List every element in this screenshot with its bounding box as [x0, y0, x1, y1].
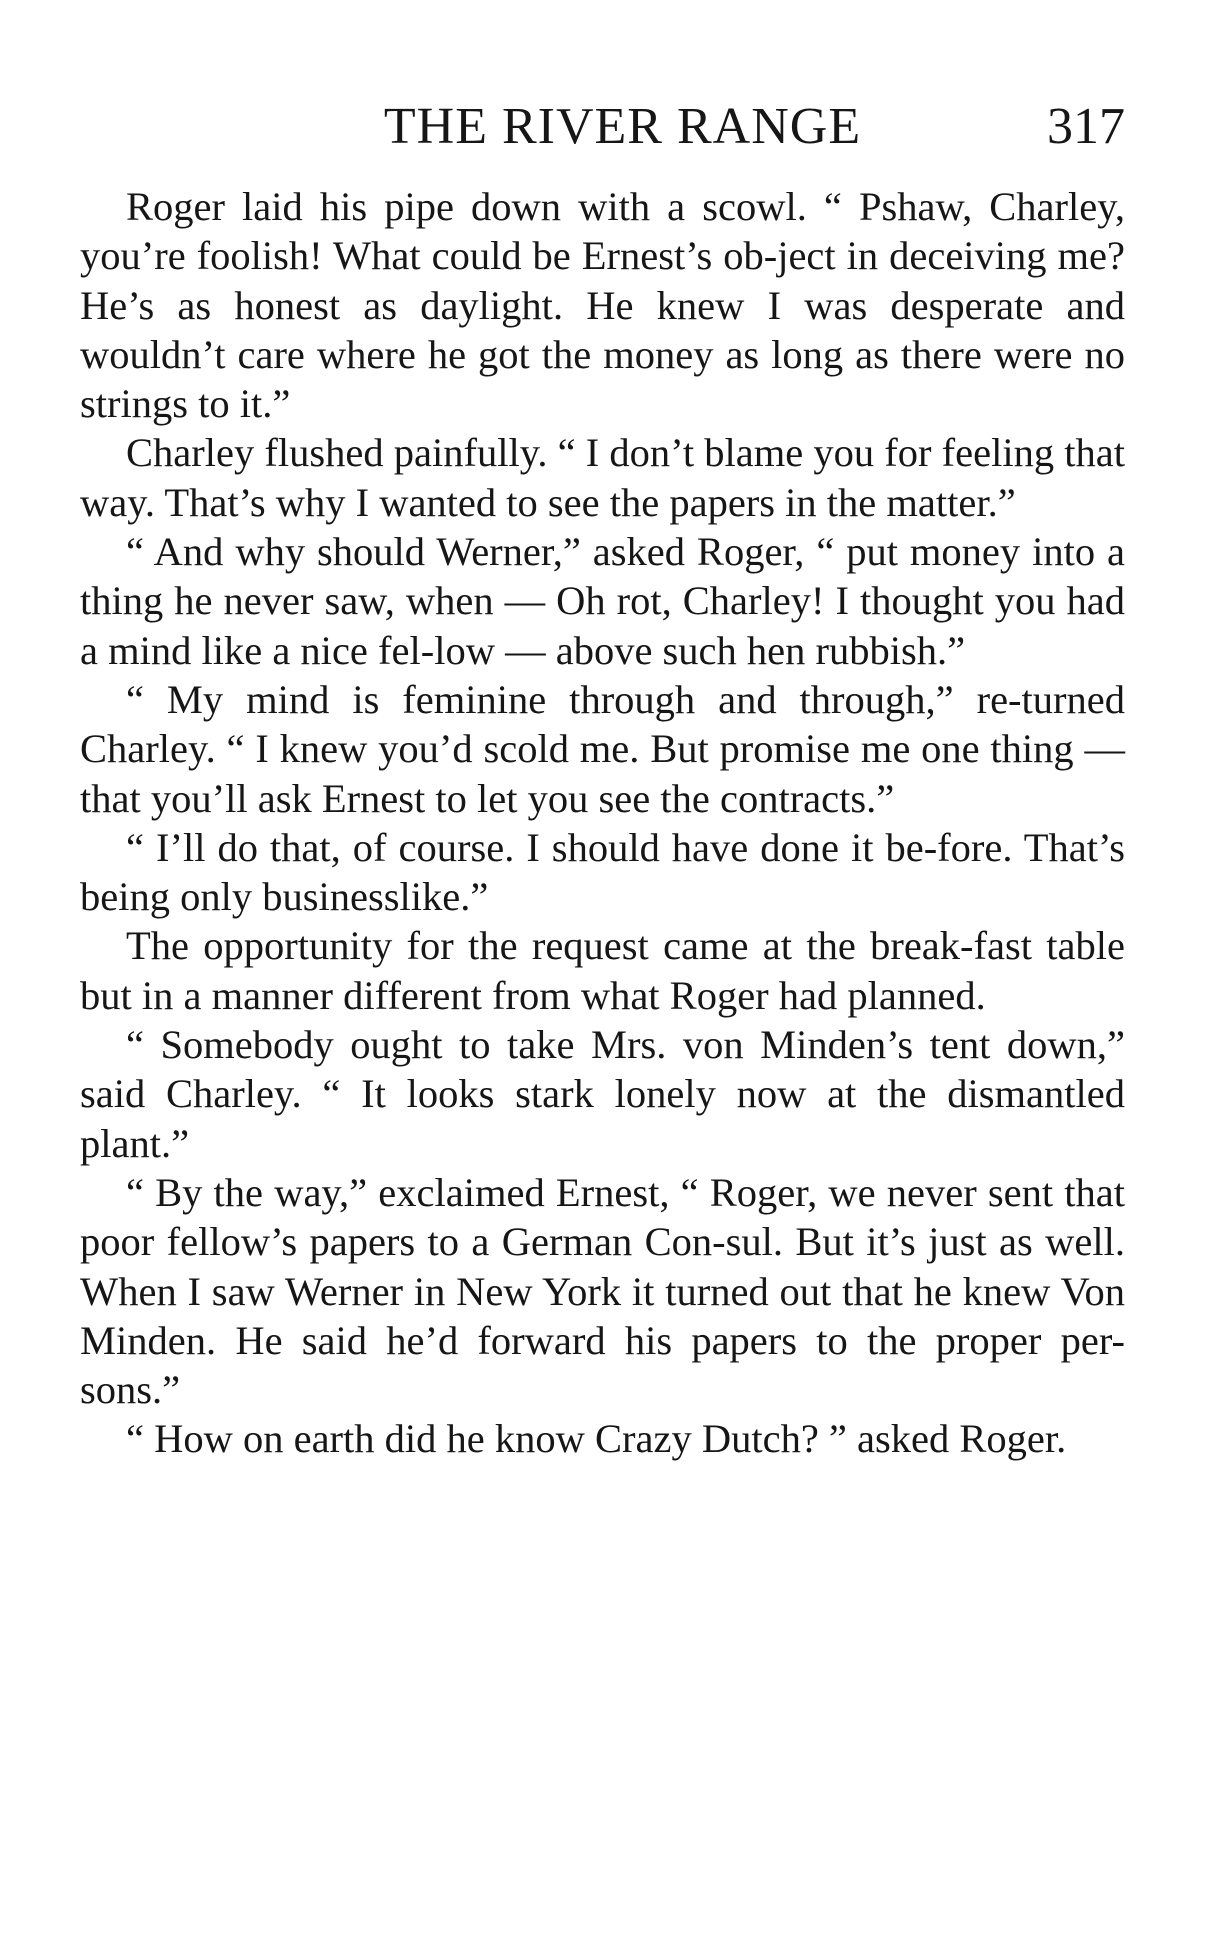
paragraph: Roger laid his pipe down with a scowl. “ Pshaw, Charley, you’re foolish! What could be Ernest’s ob-ject in deceiving me? He’s as honest as daylight. He knew I was desperate and wouldn’t care where he got the money as long as there were no strings to it.”: [80, 184, 1125, 427]
paragraph: “ Somebody ought to take Mrs. von Minden’s tent down,” said Charley. “ It looks stark lonely now at the dismantled plant.”: [80, 1022, 1125, 1166]
paragraph: “ How on earth did he know Crazy Dutch? ” asked Roger.: [126, 1416, 1067, 1462]
page-number: 317: [1047, 98, 1125, 155]
running-title: THE RIVER RANGE: [383, 98, 862, 155]
paragraph: “ My mind is feminine through and through,” re-turned Charley. “ I knew you’d scold me. But promise me one thing — that you’ll ask Ernest to let you see the contracts.”: [80, 676, 1125, 821]
paragraph: Charley flushed painfully. “ I don’t blame you for feeling that way. That’s why I wanted to see the papers in the matter.”: [80, 430, 1125, 525]
paragraph: The opportunity for the request came at the break-fast table but in a manner different from what Roger had planned.: [80, 923, 1125, 1018]
paragraph: “ By the way,” exclaimed Ernest, “ Roger, we never sent that poor fellow’s papers to a German Con-sul. But it’s just as well. When I saw Werner in New York it turned out that he knew Von Minden. He said he’d forward his papers to the proper per-sons.”: [80, 1169, 1125, 1413]
running-head: [80, 92, 1125, 162]
body-text: [80, 182, 1125, 1464]
paragraph: “ And why should Werner,” asked Roger, “ put money into a thing he never saw, when — Oh rot, Charley! I thought you had a mind like a nice fel-low — above such hen rubbish.”: [80, 529, 1125, 673]
paragraph: “ I’ll do that, of course. I should have done it be-fore. That’s being only businesslike.”: [80, 824, 1125, 920]
